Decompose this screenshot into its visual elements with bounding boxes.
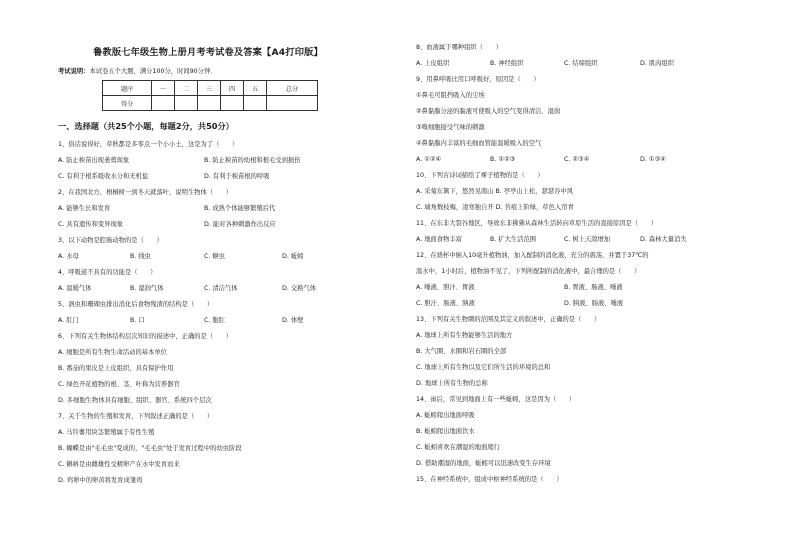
option: C. 地球上所有生物以及它们所生活的环境的总和 [416, 364, 551, 371]
option: A. 马铃薯用块茎繁殖属于有性生殖 [58, 429, 155, 436]
score-table-header-row [103, 81, 318, 96]
option: D. 能对各种刺激作出反应 [204, 221, 276, 228]
option: B. 大气圈、水圈和岩石圈的全部 [416, 348, 507, 355]
option: D. 肌肉组织 [640, 60, 675, 67]
option: D. 体壁 [282, 317, 304, 324]
option: B. 蝴蝶是由"毛毛虫"变成的，"毛毛虫"处于发育过程中的幼虫阶段 [58, 445, 242, 452]
option: D. 胰液、肠液、唾液 [564, 300, 624, 307]
option: B. 蚯蚓爬出地面饮水 [416, 428, 475, 435]
question-text: 12、在烧杯中倒入10毫升植物油，加入配制的消化液，充分的震荡，并置于37℃的 [416, 252, 649, 259]
option: ①鼻毛可阻挡吸入的尘埃 [416, 92, 485, 99]
option: C. 结缔组织 [564, 60, 598, 67]
option: ④鼻黏膜内丰富的毛细血管能温暖吸入的空气 [416, 140, 542, 147]
option: D. 借助潮湿的地面，蚯蚓可以迅速改变生存环境 [416, 460, 551, 467]
option: C. 胆汁、肠液、胰液 [416, 300, 475, 307]
option: D. 鸡卵中的卵黄将发育成雏鸡 [58, 477, 143, 484]
option: D. 森林大量消失 [640, 236, 687, 243]
option: B. 防止秧苗的幼根和根毛受到损伤 [204, 157, 301, 164]
table-cell [152, 96, 175, 111]
option: D. 地球上所有生物的总称 [416, 380, 488, 387]
section-heading: 一、选择题（共25个小题，每题2分，共50分） [58, 121, 234, 131]
option: A. 上皮组织 [416, 60, 450, 67]
option: ②鼻黏膜分泌的黏液可使吸入的空气变得清洁、湿润 [416, 108, 561, 115]
question-text: 7、关于生物的生殖和发育，下列叙述正确的是（ ） [58, 413, 214, 420]
option: C. 绿色开花植物的根、茎、叶称为营养器官 [58, 381, 180, 388]
option: C. 胞肛 [204, 317, 225, 324]
question-text: 5、涡虫和珊瑚虫排出消化后食物残渣的结构是（ ） [58, 301, 214, 308]
option: A. 地球上所有生物能够生活的地方 [416, 332, 513, 339]
option: D. 交换气体 [282, 285, 317, 292]
option: A. 蚯蚓爬出地面呼吸 [416, 412, 475, 419]
option: B. 胃液、肠液、唾液 [564, 284, 623, 291]
note-label: 考试说明： [58, 68, 90, 75]
option: D. 蚯蚓 [282, 253, 304, 260]
option: B. 神经组织 [490, 60, 524, 67]
question-text: 2、在我国北方，梧桐树一到冬天就落叶，说明生物体（ ） [58, 189, 233, 196]
option: B. 湿润气体 [130, 285, 164, 292]
question-text: 13、下列有关生物圈的范围及其定义的叙述中，正确的是（ ） [416, 316, 601, 323]
option: B. ①②③ [490, 156, 516, 163]
table-cell: 四 [221, 81, 244, 96]
option: C. 清洁气体 [204, 285, 238, 292]
exam-note [58, 66, 217, 75]
question-text: 6、下列有关生物体结构层次知识的描述中，正确的是（ ） [58, 333, 233, 340]
table-cell: 五 [244, 81, 267, 96]
table-cell [221, 96, 244, 111]
question-text: 4、呼吸道不具有的功能是（ ） [58, 269, 157, 276]
question-text: 14、雨后，常见到地面上有一些蚯蚓，这是因为（ ） [416, 396, 576, 403]
option: A. 肛门 [58, 317, 79, 324]
option: C. 墙角数枝梅，凌寒独自开 D. 苔痕上阶绿，草色入帘青 [416, 204, 574, 211]
question-text: 9、用鼻呼吸比用口呼吸好，原因是（ ） [416, 76, 540, 83]
option: A. 采菊东篱下，悠然见南山 B. 亭亭山上松，瑟瑟谷中风 [416, 188, 574, 195]
option: D. ①③④ [640, 156, 666, 163]
option: C. 蚯蚓喜欢在潮湿的地面爬行 [416, 444, 500, 451]
question-text: 10、下列古诗词描绘了裸子植物的是（ ） [416, 172, 544, 179]
table-cell: 三 [198, 81, 221, 96]
option: C. 有利于根系吸收水分和无机盐 [58, 173, 149, 180]
option: A. 温暖气体 [58, 285, 92, 292]
question-text: 1、俗话说得好，草秋都是多零点一个小小土，这是为了（ ） [58, 141, 239, 148]
option: ③嗅细胞接受气味的刺激 [416, 124, 485, 131]
option: D. 有利于秧苗根的呼吸 [204, 173, 270, 180]
page-title: 鲁教版七年级生物上册月考考试卷及答案【A4打印版】 [93, 47, 323, 58]
note-text: 本试卷五个大题，满分100分，时间90分钟． [89, 68, 217, 75]
question-text: 11、在东非大裂谷地区，导致东非狒狒从森林生活转向草原生活的直接原因是（ ） [416, 220, 657, 227]
option: B. 扩大生活范围 [490, 236, 537, 243]
question-text: 3、以下动物是腔肠动物的是（ ） [58, 237, 163, 244]
table-cell: 二 [175, 81, 198, 96]
table-cell: 一 [152, 81, 175, 96]
score-table [102, 80, 318, 111]
option: C. ②③④ [564, 156, 590, 163]
table-cell [244, 96, 267, 111]
table-cell [198, 96, 221, 111]
option: D. 多细胞生物体具有细胞、组织、器官、系统四个层次 [58, 397, 212, 404]
question-text: 15、在神经系统中，组成中枢神经系统的是（ ） [416, 476, 563, 483]
option: A. 水母 [58, 253, 79, 260]
option: C. 蝌蚪是由雌雄性受精卵产在水中发育而来 [58, 461, 180, 468]
question-text: 8、血液属于哪种组织（ ） [416, 44, 502, 51]
option: B. 番茄的果皮是上皮组织，具有保护作用 [58, 365, 174, 372]
option: A. 防止秧苗出现萎蔫现象 [58, 157, 130, 164]
option: B. 线虫 [130, 253, 151, 260]
table-cell: 题序 [103, 81, 152, 96]
option: C. 具有遗传和变异现象 [58, 221, 124, 228]
table-cell: 得分 [103, 96, 152, 111]
option: A. 唾液、胆汁、胃液 [416, 284, 475, 291]
score-table-score-row [103, 96, 318, 111]
table-cell [267, 96, 318, 111]
question-text-continued: 温水中，1小时后，植物油不见了，下列所配制的消化液中，最合理的是（ ） [416, 268, 641, 275]
option: C. 蛔虫 [204, 253, 225, 260]
option: A. 地面食物丰富 [416, 236, 462, 243]
option: B. 口 [130, 317, 145, 324]
option: A. 能够生长和发育 [58, 205, 111, 212]
option: C. 树上天敌增加 [564, 236, 611, 243]
option: A. ①②④ [416, 156, 442, 163]
table-cell: 总分 [267, 81, 318, 96]
option: B. 成熟个体能够繁殖后代 [204, 205, 276, 212]
table-cell [175, 96, 198, 111]
option: A. 细胞是所有生物生命活动的基本单位 [58, 349, 167, 356]
